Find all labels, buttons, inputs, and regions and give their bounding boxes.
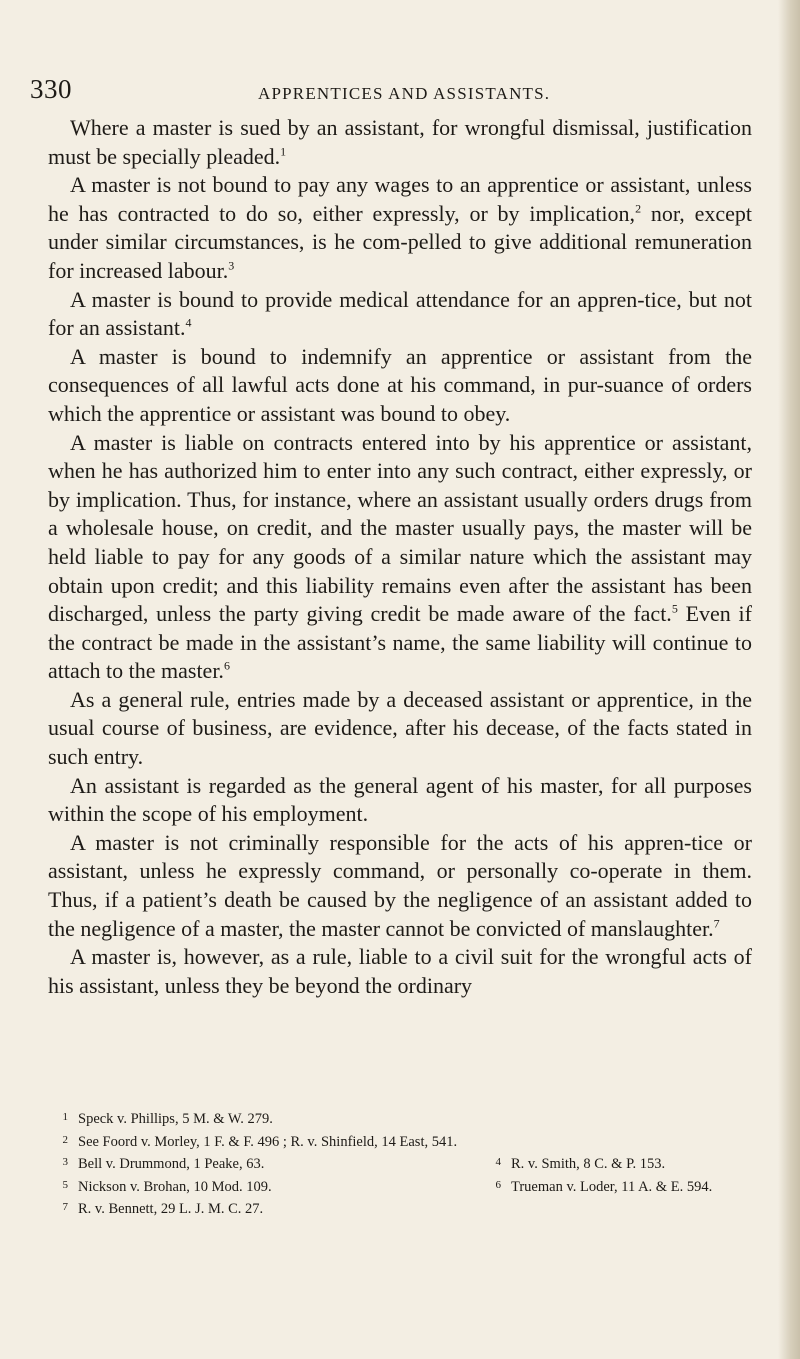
footnote-1 [48,1107,273,1130]
paragraph-6-text: As a general rule, entries made by a deceased assistant or apprentice, in the usual course of business, are evidence, after his decease, of the facts stated in such entry. [48,686,752,770]
footnote-text: Trueman v. Loder, 11 A. & E. 594. [511,1178,713,1195]
paragraph-9 [48,943,752,1000]
paragraph-7-text: An assistant is regarded as the general agent of his master, for all purposes within the scope of his employment. [48,772,752,827]
paragraph-5 [48,429,752,686]
footnote-text: See Foord v. Morley, 1 F. & F. 496 ; R. v. Shinfield, 14 East, 541. [78,1133,458,1150]
footnote-number: 1 [62,1111,68,1123]
paragraph-6 [48,686,752,772]
page-number: 330 [30,74,72,104]
footnote-text: R. v. Smith, 8 C. & P. 153. [511,1156,666,1172]
paragraph-2-text-cont: nor, except under similar circumstances, is he com-pelled to give additional remuneration for increased labour. [48,200,752,283]
footnote-number: 2 [62,1133,68,1146]
footnote-ref-7: 7 [713,916,720,931]
footnote-row [48,1107,756,1130]
paragraph-3 [48,286,752,343]
footnote-number: 6 [495,1178,501,1191]
footnote-ref-3: 3 [228,258,235,273]
paragraph-5-text-cont: Even if the contract be made in the assistant’s name, the same liability will continue to attach to the master. [48,601,752,684]
footnote-row [48,1130,756,1153]
paragraph-2 [48,171,752,285]
paragraph-7 [48,772,752,829]
footnote-2 [48,1130,457,1153]
footnote-5 [48,1175,481,1198]
paragraph-4-text: A master is bound to indemnify an apprentice or assistant from the consequences of all lawful acts done at his command, in pur-suance of orders which the apprentice or assistant was bound to obey. [48,343,752,426]
body-text [48,114,752,1000]
paragraph-3-text: A master is bound to provide medical attendance for an appren-tice, but not for an assistant. [48,286,752,341]
footnote-text: Speck v. Phillips, 5 M. & W. 279. [78,1111,273,1127]
footnote-row [48,1197,756,1220]
footnote-ref-1: 1 [280,144,287,159]
paragraph-2-text: A master is not bound to pay any wages to an apprentice or assistant, unless he has contracted to do so, either expressly, or by implication, [48,172,752,226]
footnote-3 [48,1152,481,1175]
paragraph-4 [48,343,752,429]
footnote-ref-5: 5 [671,601,678,616]
footnote-number: 3 [62,1156,68,1168]
paragraph-1-text: Where a master is sued by an assistant, for wrongful dismissal, justification must be specially pleaded. [48,115,752,169]
footnote-number: 5 [62,1178,68,1191]
footnote-ref-2: 2 [635,201,642,216]
footnote-7 [48,1197,263,1220]
running-title: APPRENTICES AND ASSISTANTS. [258,84,551,103]
footnote-text: Nickson v. Brohan, 10 Mod. 109. [78,1178,272,1195]
paragraph-5-text: A master is liable on contracts entered into by his apprentice or assistant, when he has authorized him to enter into any such contract, either expressly, or by implication. Thus, for instance, where an assistant usually orders drugs from a wholesale house, on credit, and the master usually pays, the master will be held liable to pay for any goods of a similar nature which the assistant may obtain upon credit; and this liability remains even after the assistant has been discharged, unless the party giving credit be made aware of the fact. [48,429,752,627]
footnote-ref-4: 4 [185,315,192,330]
paragraph-1 [48,114,752,171]
footnote-row [48,1152,756,1175]
footnote-text: R. v. Bennett, 29 L. J. M. C. 27. [78,1201,264,1217]
paragraph-8 [48,829,752,943]
footnotes [48,1107,756,1220]
footnote-row [48,1175,756,1198]
footnote-4 [481,1152,665,1175]
footnote-number: 7 [62,1201,68,1213]
paragraph-8-text: A master is not criminally responsible for the acts of his appren-tice or assistant, unless he expressly command, or personally co-operate in them. Thus, if a patient’s death be caused by the negligence of an assistant added to the negligence of a master, the master cannot be convicted of manslaughter. [48,829,752,941]
paragraph-9-text: A master is, however, as a rule, liable to a civil suit for the wrongful acts of his assistant, unless they be beyond the ordinary [48,944,752,998]
page-edge-shadow [778,0,800,1359]
footnote-number: 4 [495,1156,501,1168]
footnote-6 [481,1175,712,1198]
footnote-ref-6: 6 [223,658,230,673]
footnote-text: Bell v. Drummond, 1 Peake, 63. [78,1156,265,1172]
